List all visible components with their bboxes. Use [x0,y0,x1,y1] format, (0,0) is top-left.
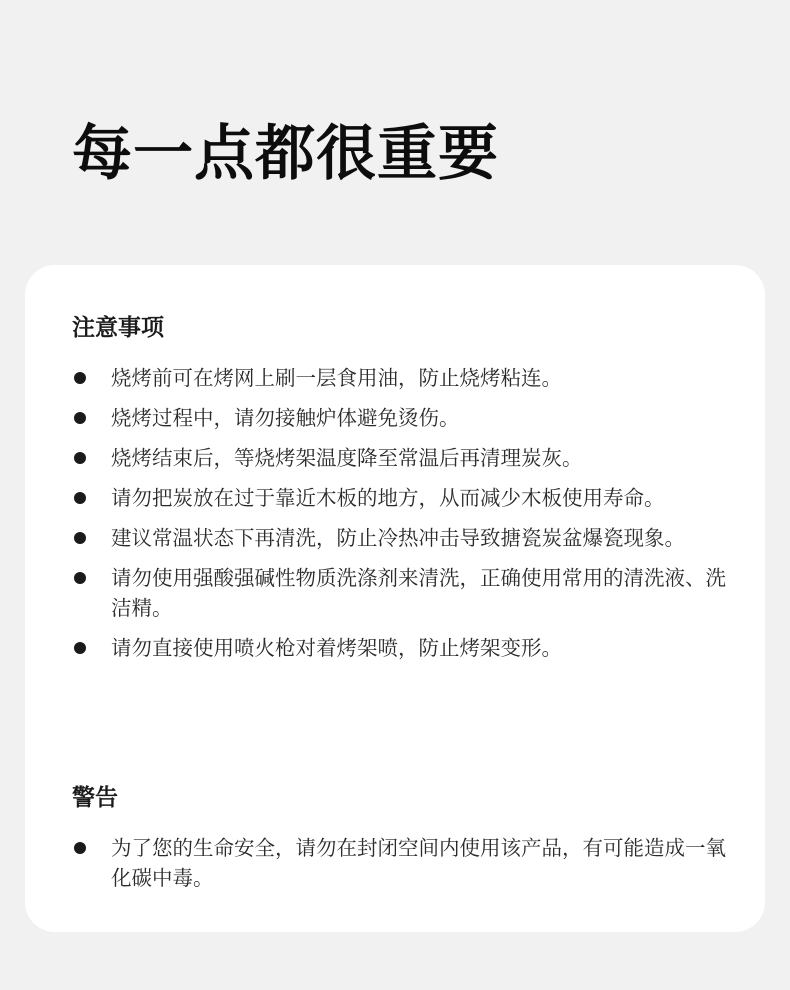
notes-list [72,363,732,673]
list-item [72,443,732,473]
list-item [72,833,732,893]
list-item-text: 请勿把炭放在过于靠近木板的地方，从而减少木板使用寿命。 [111,486,665,510]
list-item-text: 请勿直接使用喷火枪对着烤架喷，防止烤架变形。 [111,636,562,660]
bullet-dot-icon [74,572,86,584]
list-item [72,563,732,623]
list-item [72,363,732,393]
section-heading-notes: 注意事项 [72,315,164,341]
bullet-dot-icon [74,842,86,854]
bullet-dot-icon [74,412,86,424]
list-item-text: 请勿使用强酸强碱性物质洗涤剂来清洗，正确使用常用的清洗液、洗洁精。 [111,566,726,620]
list-item [72,523,732,553]
list-item-text: 为了您的生命安全，请勿在封闭空间内使用该产品，有可能造成一氧化碳中毒。 [111,836,726,890]
list-item [72,483,732,513]
bullet-dot-icon [74,532,86,544]
bullet-dot-icon [74,642,86,654]
bullet-dot-icon [74,372,86,384]
list-item [72,403,732,433]
info-card [25,265,765,932]
list-item-text: 建议常温状态下再清洗，防止冷热冲击导致搪瓷炭盆爆瓷现象。 [111,526,685,550]
list-item-text: 烧烤前可在烤网上刷一层食用油，防止烧烤粘连。 [111,366,562,390]
warning-list [72,833,732,903]
list-item-text: 烧烤结束后，等烧烤架温度降至常温后再清理炭灰。 [111,446,583,470]
bullet-dot-icon [74,492,86,504]
list-item [72,633,732,663]
page-title: 每一点都很重要 [72,119,499,189]
list-item-text: 烧烤过程中，请勿接触炉体避免烫伤。 [111,406,460,430]
bullet-dot-icon [74,452,86,464]
section-heading-warning: 警告 [72,785,118,811]
